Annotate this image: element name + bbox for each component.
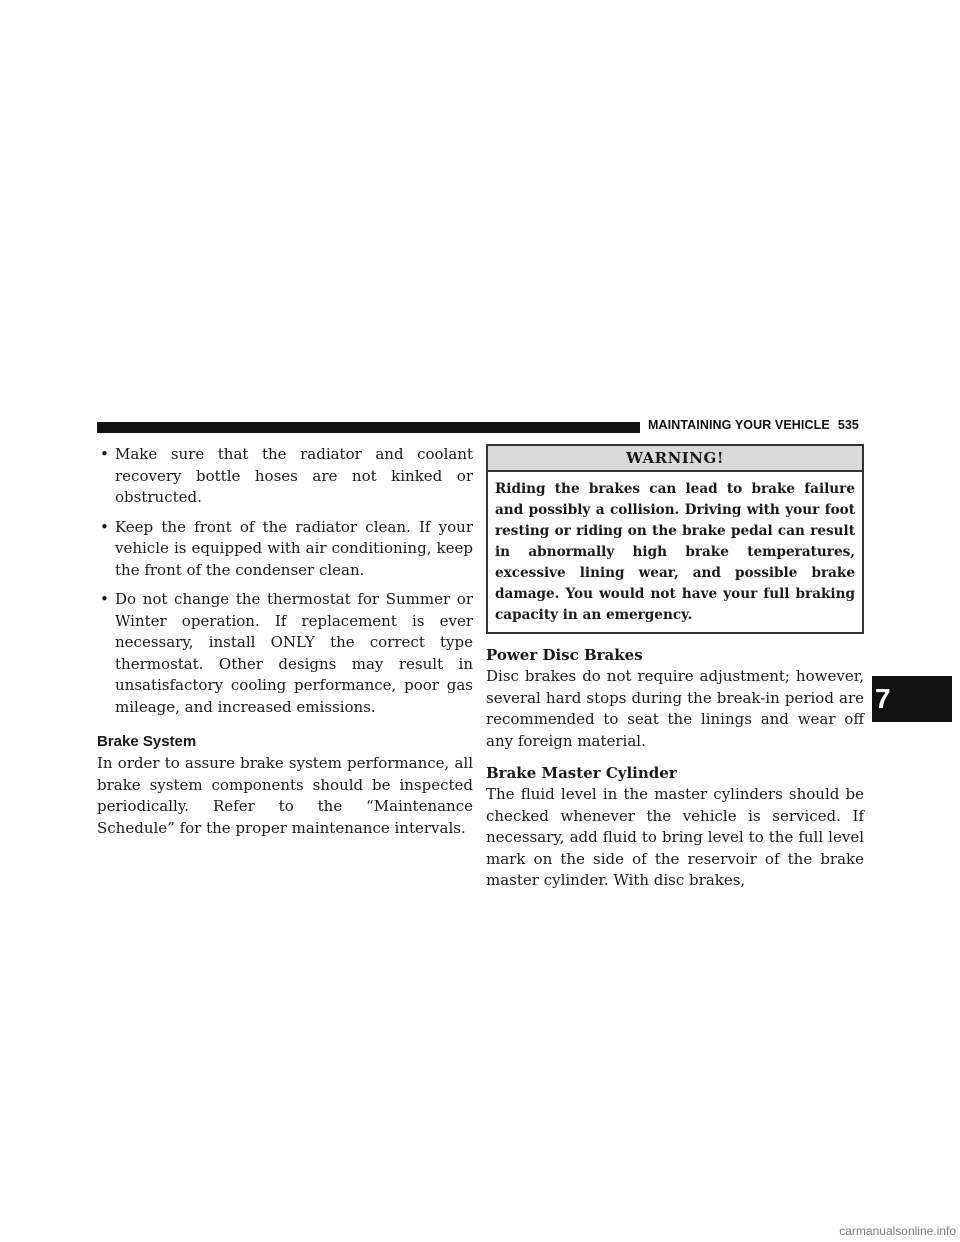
section-title: MAINTAINING YOUR VEHICLE bbox=[648, 418, 830, 432]
bullet-symbol: • bbox=[100, 517, 109, 536]
page-number: 535 bbox=[837, 418, 859, 432]
brake-master-cylinder-paragraph: The fluid level in the master cylinders should be checked whenever the vehicle is serviced. If necessary, add fluid to bring level to the full level mark on the side of the reservoir of the brake master cylinder. With disc brakes, bbox=[486, 785, 864, 889]
chapter-tab: 7 bbox=[872, 676, 952, 722]
right-column bbox=[486, 444, 864, 892]
warning-title: WARNING! bbox=[488, 446, 862, 472]
bullet-text: Keep the front of the radiator clean. If your vehicle is equipped with air conditioning, keep the front of the condenser clean. bbox=[115, 517, 473, 579]
warning-box bbox=[486, 444, 864, 634]
bullet-symbol: • bbox=[100, 445, 109, 463]
brake-system-heading: Brake System bbox=[97, 733, 197, 750]
power-disc-brakes-paragraph: Disc brakes do not require adjustment; however, several hard stops during the break-in period are recommended to seat the linings and wear off any foreign material. bbox=[486, 667, 864, 750]
power-disc-brakes-heading: Power Disc Brakes bbox=[486, 646, 643, 664]
bullet-item bbox=[97, 517, 473, 582]
warning-text: Riding the brakes can lead to brake failure and possibly a collision. Driving with your foot resting or riding on the brake pedal can result in abnormally high brake temperatures, excessive lining wear, and possible brake damage. You would not have your full braking capacity in an emergency. bbox=[495, 481, 855, 623]
bullet-symbol: • bbox=[100, 590, 109, 608]
bullet-item bbox=[97, 444, 473, 509]
bullet-text: Make sure that the radiator and coolant recovery bottle hoses are not kinked or obstructed. bbox=[115, 445, 473, 506]
header-rule bbox=[97, 422, 640, 433]
bullet-text: Do not change the thermostat for Summer or Winter operation. If replacement is ever necessary, install ONLY the correct type thermostat. Other designs may result in unsatisfactory cooling performance, poor gas mileage, and increased emissions. bbox=[115, 590, 473, 716]
bullet-item bbox=[97, 589, 473, 718]
watermark: carmanualsonline.info bbox=[839, 1224, 956, 1238]
left-column bbox=[97, 444, 473, 839]
brake-system-paragraph: In order to assure brake system performance, all brake system components should be inspected periodically. Refer to the “Maintenance Schedule” for the proper maintenance intervals. bbox=[97, 754, 473, 837]
brake-master-cylinder-heading: Brake Master Cylinder bbox=[486, 764, 677, 782]
running-header bbox=[648, 418, 859, 432]
